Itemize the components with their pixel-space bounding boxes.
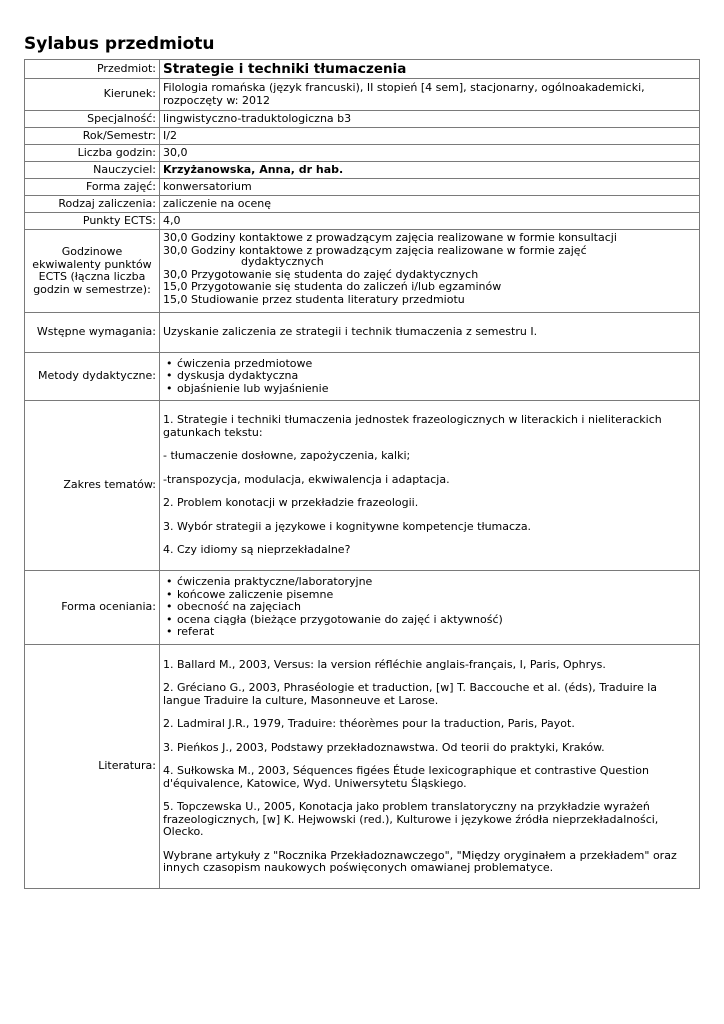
row-przedmiot bbox=[25, 60, 700, 79]
oceniania-cell bbox=[160, 571, 700, 645]
value-przedmiot: Strategie i techniki tłumaczenia bbox=[160, 60, 700, 79]
value-wymagania: Uzyskanie zaliczenia ze strategii i technik tłumaczenia z semestru I. bbox=[160, 313, 700, 353]
row-rodzaj-zaliczenia bbox=[25, 196, 700, 213]
hours-list bbox=[160, 230, 700, 313]
row-liczba-godzin bbox=[25, 145, 700, 162]
hours-line: 15,0 Przygotowanie się studenta do zaliczeń i/lub egzaminów bbox=[163, 280, 502, 293]
zakres-paragraph: -transpozycja, modulacja, ekwiwalencja i adaptacja. bbox=[163, 472, 450, 486]
zakres-paragraph: - tłumaczenie dosłowne, zapożyczenia, kalki; bbox=[163, 449, 411, 463]
row-literatura bbox=[25, 645, 700, 889]
list-item: • referat bbox=[163, 626, 696, 639]
zakres-paragraph: 1. Strategie i techniki tłumaczenia jednostek frazeologicznych w literackich i nieliterackich gatunkach tekstu: bbox=[163, 413, 662, 439]
literatura-entry: 2. Gréciano G., 2003, Phraséologie et traduction, [w] T. Baccouche et al. (éds), Traduire la langue Traduire la culture, Masonneuve et Larose. bbox=[163, 681, 658, 707]
row-punkty-ects bbox=[25, 213, 700, 230]
literatura-cell bbox=[160, 645, 700, 889]
label-przedmiot: Przedmiot: bbox=[25, 60, 160, 79]
metody-list bbox=[163, 358, 696, 396]
value-forma-zajec: konwersatorium bbox=[160, 179, 700, 196]
value-rok-semestr: I/2 bbox=[160, 128, 700, 145]
list-item: • ćwiczenia przedmiotowe bbox=[163, 358, 696, 371]
label-godziny-ects: Godzinowe ekwiwalenty punktów ECTS (łączna liczba godzin w semestrze): bbox=[25, 230, 160, 313]
row-wymagania bbox=[25, 313, 700, 353]
literatura-entry: 1. Ballard M., 2003, Versus: la version réfléchie anglais-français, I, Paris, Ophrys. bbox=[163, 657, 606, 671]
label-rodzaj-zaliczenia: Rodzaj zaliczenia: bbox=[25, 196, 160, 213]
label-literatura: Literatura: bbox=[25, 645, 160, 889]
label-zakres: Zakres tematów: bbox=[25, 401, 160, 571]
metody-cell bbox=[160, 353, 700, 401]
list-item: • dyskusja dydaktyczna bbox=[163, 370, 696, 383]
label-kierunek: Kierunek: bbox=[25, 79, 160, 111]
row-forma-zajec bbox=[25, 179, 700, 196]
list-item: • objaśnienie lub wyjaśnienie bbox=[163, 383, 696, 396]
hours-line: 30,0 Godziny kontaktowe z prowadzącym zajęcia realizowane w formie zajęć bbox=[163, 243, 587, 257]
label-specjalnosc: Specjalność: bbox=[25, 111, 160, 128]
list-item: • ćwiczenia praktyczne/laboratoryjne bbox=[163, 576, 696, 589]
value-kierunek: Filologia romańska (język francuski), II stopień [4 sem], stacjonarny, ogólnoakademicki, rozpoczęty w: 2012 bbox=[160, 79, 700, 111]
zakres-paragraph: 2. Problem konotacji w przekładzie frazeologii. bbox=[163, 496, 419, 510]
row-nauczyciel bbox=[25, 162, 700, 179]
row-metody bbox=[25, 353, 700, 401]
zakres-paragraph: 4. Czy idiomy są nieprzekładalne? bbox=[163, 543, 351, 557]
value-specjalnosc: lingwistyczno-traduktologiczna b3 bbox=[160, 111, 700, 128]
hours-item bbox=[163, 294, 696, 307]
zakres-cell bbox=[160, 401, 700, 571]
literatura-entry: 5. Topczewska U., 2005, Konotacja jako problem translatoryczny na przykładzie wyrażeń frazeologicznych, [w] K. Hejwowski (red.), Kulturowe i językowe źródła nieprzekładalności, Olecko. bbox=[163, 800, 659, 838]
label-metody: Metody dydaktyczne: bbox=[25, 353, 160, 401]
row-zakres bbox=[25, 401, 700, 571]
row-specjalnosc bbox=[25, 111, 700, 128]
row-kierunek bbox=[25, 79, 700, 111]
literatura-entry: 4. Sułkowska M., 2003, Séquences figées Étude lexicographique et contrastive Question d'équivalence, Katowice, Wyd. Uniwersytetu Śląskiego. bbox=[163, 764, 649, 790]
hours-item bbox=[163, 232, 696, 245]
row-godziny-ects bbox=[25, 230, 700, 313]
hours-item bbox=[163, 281, 696, 294]
literatura-entry: 2. Ladmiral J.R., 1979, Traduire: théorèmes pour la traduction, Paris, Payot. bbox=[163, 717, 575, 730]
literatura-entry: 3. Pieńkos J., 2003, Podstawy przekładoznawstwa. Od teorii do praktyki, Kraków. bbox=[163, 740, 605, 754]
label-punkty-ects: Punkty ECTS: bbox=[25, 213, 160, 230]
syllabus-table bbox=[24, 59, 700, 889]
label-wymagania: Wstępne wymagania: bbox=[25, 313, 160, 353]
row-rok-semestr bbox=[25, 128, 700, 145]
value-rodzaj-zaliczenia: zaliczenie na ocenę bbox=[160, 196, 700, 213]
value-nauczyciel: Krzyżanowska, Anna, dr hab. bbox=[160, 162, 700, 179]
label-forma-zajec: Forma zajęć: bbox=[25, 179, 160, 196]
page-title: Sylabus przedmiotu bbox=[24, 34, 215, 54]
value-punkty-ects: 4,0 bbox=[160, 213, 700, 230]
hours-item bbox=[163, 245, 696, 269]
hours-line: 30,0 Przygotowanie się studenta do zajęć dydaktycznych bbox=[163, 267, 479, 281]
label-rok-semestr: Rok/Semestr: bbox=[25, 128, 160, 145]
zakres-paragraph: 3. Wybór strategii a językowe i kognitywne kompetencje tłumacza. bbox=[163, 519, 532, 533]
oceniania-list bbox=[163, 576, 696, 639]
list-item: • obecność na zajęciach bbox=[163, 601, 696, 614]
value-liczba-godzin: 30,0 bbox=[160, 145, 700, 162]
label-nauczyciel: Nauczyciel: bbox=[25, 162, 160, 179]
hours-line: 30,0 Godziny kontaktowe z prowadzącym zajęcia realizowane w formie konsultacji bbox=[163, 231, 617, 244]
label-oceniania: Forma oceniania: bbox=[25, 571, 160, 645]
list-item: • ocena ciągła (bieżące przygotowanie do zajęć i aktywność) bbox=[163, 614, 696, 627]
hours-line: 15,0 Studiowanie przez studenta literatury przedmiotu bbox=[163, 292, 465, 306]
row-oceniania bbox=[25, 571, 700, 645]
label-liczba-godzin: Liczba godzin: bbox=[25, 145, 160, 162]
list-item: • końcowe zaliczenie pisemne bbox=[163, 589, 696, 602]
hours-line-continuation: dydaktycznych bbox=[241, 255, 324, 268]
literatura-entry: Wybrane artykuły z "Rocznika Przekładoznawczego", "Między oryginałem a przekładem" oraz innych czasopism naukowych poświęconych omawianej problematyce. bbox=[163, 848, 677, 874]
